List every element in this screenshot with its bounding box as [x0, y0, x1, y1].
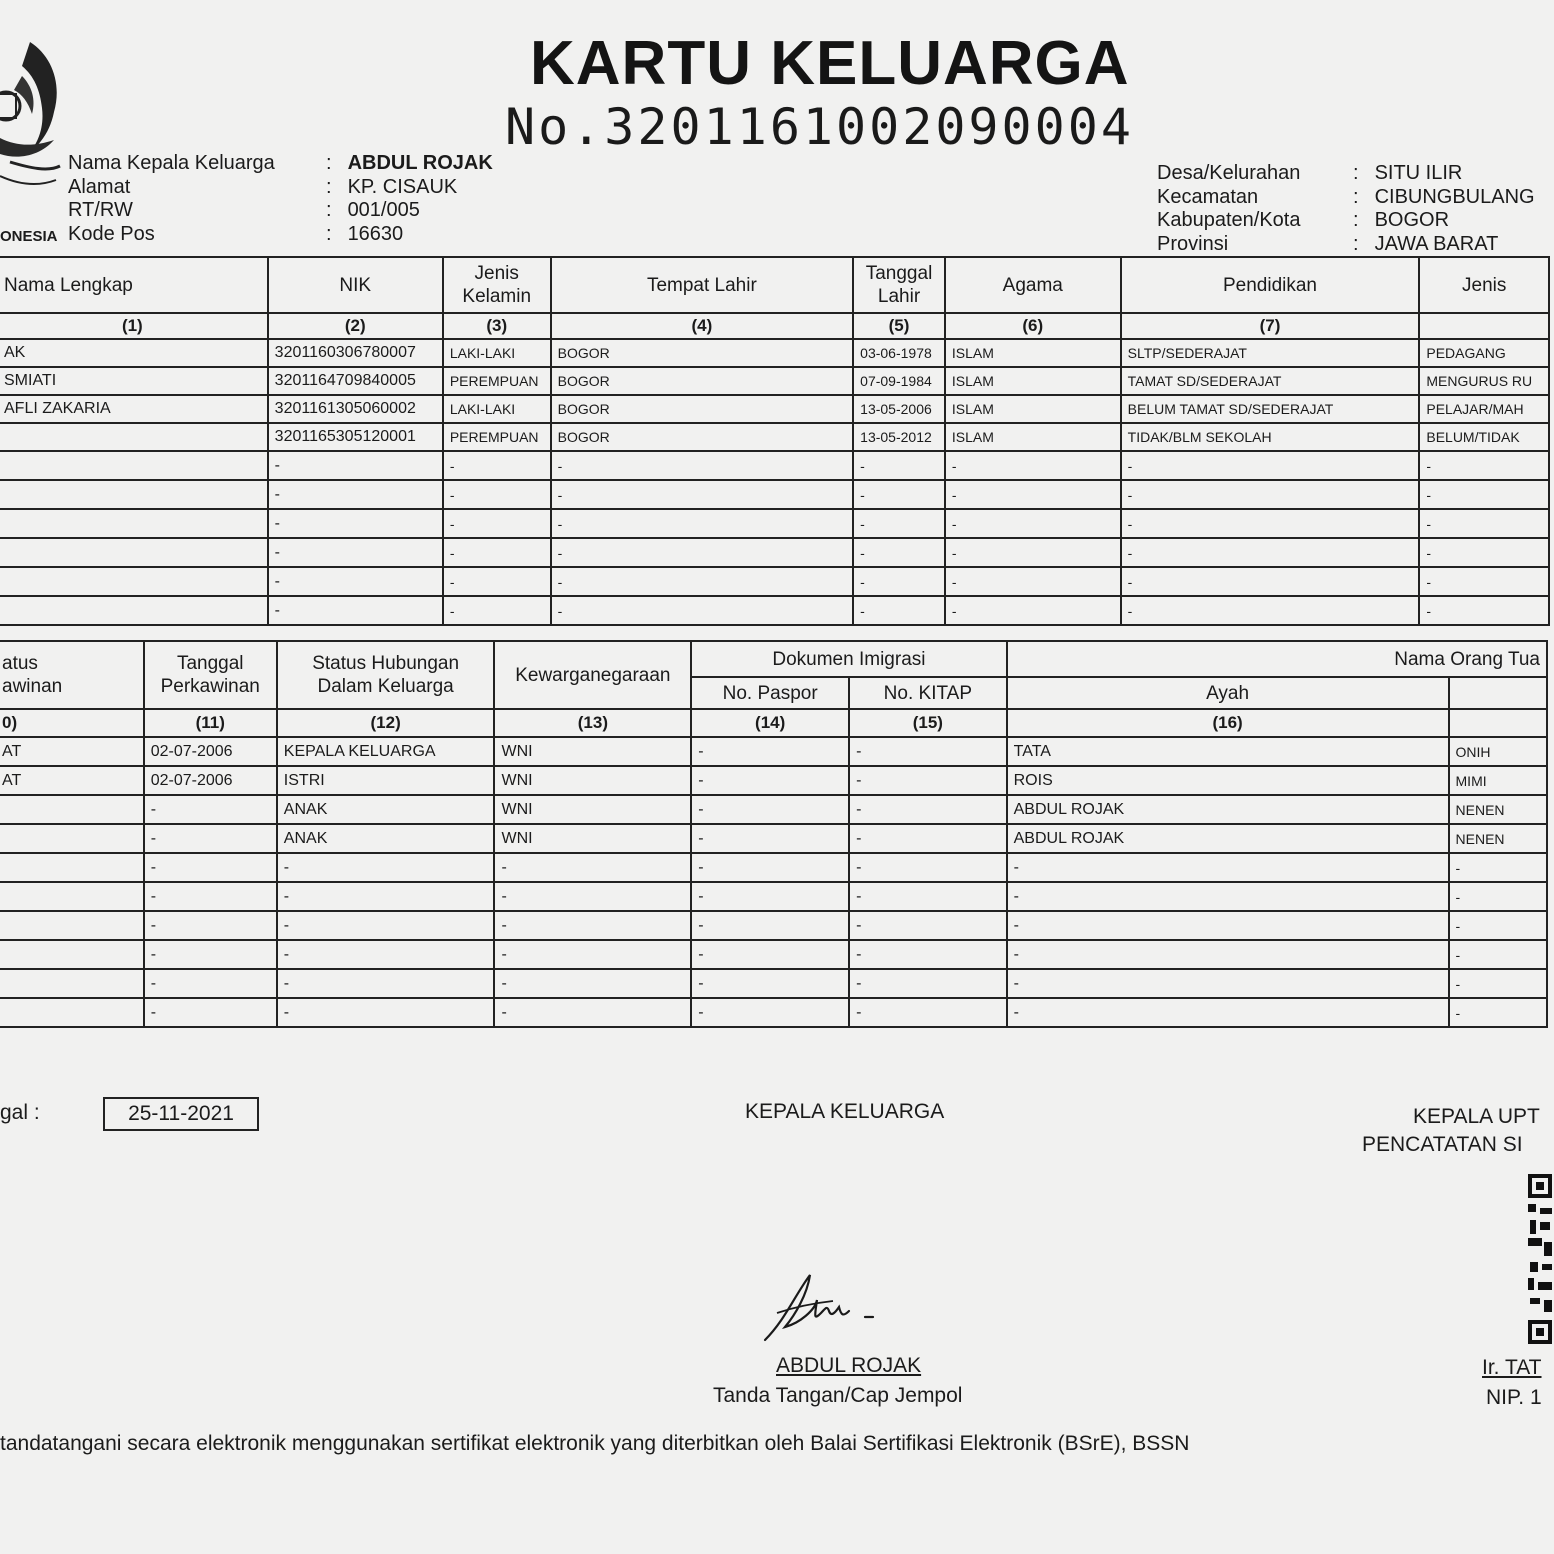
table-cell: -: [494, 998, 691, 1027]
emblem-caption: ONESIA: [0, 228, 58, 245]
col-number: 0): [0, 709, 144, 737]
table-cell: -: [691, 853, 849, 882]
table-cell: [0, 882, 144, 911]
col-header-nik: NIK: [268, 257, 443, 313]
table-cell: MIMI: [1449, 766, 1547, 795]
table-cell: -: [853, 538, 945, 567]
header-colon: :: [326, 199, 332, 221]
status-number-row: [0, 709, 1547, 737]
table-cell: -: [849, 882, 1007, 911]
table-cell: -: [144, 795, 277, 824]
table-row: [0, 423, 1549, 451]
table-cell: -: [691, 824, 849, 853]
table-cell: -: [849, 969, 1007, 998]
status-header-row-1: [0, 641, 1547, 677]
header-colon: :: [1353, 209, 1359, 231]
table-cell: -: [277, 940, 495, 969]
table-cell: -: [144, 824, 277, 853]
table-cell: -: [277, 911, 495, 940]
table-cell: -: [1419, 509, 1549, 538]
table-cell: [0, 969, 144, 998]
col-number: (16): [1007, 709, 1449, 737]
table-cell: -: [494, 940, 691, 969]
document-number: No.3201161002090004: [505, 98, 1134, 156]
col-number: (14): [691, 709, 849, 737]
table-cell: -: [1121, 480, 1420, 509]
table-cell: NENEN: [1449, 824, 1547, 853]
table-row: [0, 969, 1547, 998]
table-cell: -: [268, 509, 443, 538]
tanggal-value-box: 25-11-2021: [103, 1097, 259, 1131]
electronic-signature-note: tandatangani secara elektronik menggunakan sertifikat elektronik yang diterbitkan oleh Balai Sertifikasi Elektronik (BSrE), BSSN: [0, 1432, 1190, 1455]
table-cell: LAKI-LAKI: [443, 395, 551, 423]
table-cell: -: [1449, 911, 1547, 940]
col-header-paspor: No. Paspor: [691, 677, 849, 709]
col-header-ayah: Ayah: [1007, 677, 1449, 709]
table-row: [0, 567, 1549, 596]
table-cell: -: [1449, 882, 1547, 911]
table-cell: -: [494, 853, 691, 882]
header-value: ABDUL ROJAK: [347, 152, 493, 174]
table-cell: 3201160306780007: [268, 339, 443, 367]
header-colon: :: [326, 175, 332, 198]
garuda-emblem-icon: [0, 36, 70, 206]
table-cell: MENGURUS RU: [1419, 367, 1549, 395]
table-cell: -: [691, 737, 849, 766]
members-body: [0, 339, 1549, 625]
table-cell: -: [1419, 567, 1549, 596]
header-label: Nama Kepala Keluarga: [68, 152, 275, 174]
table-cell: -: [551, 596, 854, 625]
header-row-alamat: [68, 176, 493, 200]
col-header-agama: Agama: [945, 257, 1121, 313]
table-cell: WNI: [494, 824, 691, 853]
signature-image: [755, 1265, 905, 1345]
col-header-tanggal-lahir: Tanggal Lahir: [853, 257, 945, 313]
table-cell: ANAK: [277, 795, 495, 824]
members-table: [0, 256, 1550, 626]
table-cell: -: [1007, 882, 1449, 911]
table-cell: -: [849, 940, 1007, 969]
table-cell: -: [853, 480, 945, 509]
official-nip: NIP. 1: [1486, 1386, 1542, 1409]
table-row: [0, 480, 1549, 509]
header-row-kabupaten: [1157, 209, 1535, 233]
table-cell: BOGOR: [551, 395, 854, 423]
col-header-ibu: [1449, 677, 1547, 709]
table-cell: ONIH: [1449, 737, 1547, 766]
table-cell: -: [1419, 596, 1549, 625]
col-number: (15): [849, 709, 1007, 737]
table-cell: 13-05-2012: [853, 423, 945, 451]
table-cell: -: [268, 567, 443, 596]
table-cell: [0, 423, 268, 451]
table-cell: -: [443, 596, 551, 625]
table-row: [0, 395, 1549, 423]
table-cell: -: [1121, 451, 1420, 480]
table-cell: -: [849, 766, 1007, 795]
table-cell: -: [691, 969, 849, 998]
table-cell: -: [691, 766, 849, 795]
header-colon: :: [1353, 232, 1359, 255]
col-number: (12): [277, 709, 495, 737]
kepala-keluarga-name: ABDUL ROJAK: [776, 1354, 922, 1377]
table-cell: ISLAM: [945, 339, 1121, 367]
table-cell: ISLAM: [945, 395, 1121, 423]
table-cell: -: [144, 940, 277, 969]
table-cell: 3201161305060002: [268, 395, 443, 423]
members-number-row: [0, 313, 1549, 339]
table-cell: -: [1449, 969, 1547, 998]
table-cell: AT: [0, 737, 144, 766]
header-colon: :: [1353, 162, 1359, 184]
table-cell: TIDAK/BLM SEKOLAH: [1121, 423, 1420, 451]
table-cell: -: [1007, 998, 1449, 1027]
col-number: (3): [443, 313, 551, 339]
table-cell: ROIS: [1007, 766, 1449, 795]
col-header-nama-orang-tua: Nama Orang Tua: [1007, 641, 1547, 677]
table-cell: -: [1419, 480, 1549, 509]
qr-code-icon: [1524, 1172, 1554, 1348]
header-row-kodepos: [68, 223, 493, 247]
table-cell: AFLI ZAKARIA: [0, 395, 268, 423]
table-cell: -: [277, 998, 495, 1027]
table-cell: WNI: [494, 737, 691, 766]
header-value: BOGOR: [1374, 209, 1450, 231]
header-label: Kabupaten/Kota: [1157, 209, 1301, 231]
table-cell: -: [691, 998, 849, 1027]
table-cell: -: [1007, 853, 1449, 882]
table-cell: [0, 451, 268, 480]
table-cell: -: [945, 451, 1121, 480]
signature-caption: Tanda Tangan/Cap Jempol: [713, 1384, 963, 1407]
table-row: [0, 596, 1549, 625]
table-cell: -: [1121, 567, 1420, 596]
table-cell: -: [1121, 596, 1420, 625]
table-row: [0, 824, 1547, 853]
table-cell: PEDAGANG: [1419, 339, 1549, 367]
table-cell: [0, 853, 144, 882]
header-value: JAWA BARAT: [1374, 232, 1499, 255]
table-cell: -: [945, 538, 1121, 567]
table-cell: -: [268, 480, 443, 509]
table-cell: -: [853, 509, 945, 538]
table-row: [0, 998, 1547, 1027]
table-cell: BELUM TAMAT SD/SEDERAJAT: [1121, 395, 1420, 423]
table-cell: 02-07-2006: [144, 737, 277, 766]
table-cell: -: [277, 853, 495, 882]
header-value: 16630: [347, 222, 404, 245]
table-row: [0, 509, 1549, 538]
table-cell: AT: [0, 766, 144, 795]
table-row: [0, 451, 1549, 480]
col-number: (5): [853, 313, 945, 339]
table-cell: [0, 538, 268, 567]
table-cell: -: [849, 998, 1007, 1027]
col-header-nama: Nama Lengkap: [0, 257, 268, 313]
table-row: [0, 853, 1547, 882]
table-cell: -: [268, 596, 443, 625]
table-cell: [0, 509, 268, 538]
table-cell: PEREMPUAN: [443, 423, 551, 451]
col-header-kewarganegaraan: Kewarganegaraan: [494, 641, 691, 709]
table-cell: -: [494, 882, 691, 911]
status-body: [0, 737, 1547, 1027]
table-cell: -: [1007, 969, 1449, 998]
table-cell: -: [1121, 538, 1420, 567]
table-cell: -: [853, 451, 945, 480]
table-cell: -: [551, 480, 854, 509]
table-cell: 13-05-2006: [853, 395, 945, 423]
table-cell: -: [1449, 940, 1547, 969]
header-label: Kode Pos: [68, 222, 155, 245]
kepala-keluarga-label: KEPALA KELUARGA: [745, 1100, 945, 1123]
col-number: (2): [268, 313, 443, 339]
col-header-jenis-kelamin: Jenis Kelamin: [443, 257, 551, 313]
table-cell: -: [494, 911, 691, 940]
table-cell: ANAK: [277, 824, 495, 853]
col-number: [1419, 313, 1549, 339]
header-label: Alamat: [68, 175, 131, 198]
table-cell: PELAJAR/MAH: [1419, 395, 1549, 423]
table-cell: -: [551, 538, 854, 567]
header-left: [68, 152, 493, 246]
official-name: Ir. TAT: [1482, 1356, 1542, 1379]
col-number: (1): [0, 313, 268, 339]
table-cell: BOGOR: [551, 339, 854, 367]
table-cell: -: [849, 795, 1007, 824]
table-cell: -: [551, 567, 854, 596]
table-cell: -: [277, 882, 495, 911]
table-cell: AK: [0, 339, 268, 367]
table-cell: -: [443, 480, 551, 509]
table-cell: -: [945, 596, 1121, 625]
table-cell: [0, 795, 144, 824]
table-cell: [0, 911, 144, 940]
table-cell: -: [494, 969, 691, 998]
table-cell: 3201164709840005: [268, 367, 443, 395]
col-number: (7): [1121, 313, 1420, 339]
table-cell: BOGOR: [551, 423, 854, 451]
table-cell: -: [849, 853, 1007, 882]
table-cell: TAMAT SD/SEDERAJAT: [1121, 367, 1420, 395]
table-cell: BOGOR: [551, 367, 854, 395]
table-cell: -: [849, 737, 1007, 766]
table-cell: ISTRI: [277, 766, 495, 795]
table-cell: BELUM/TIDAK: [1419, 423, 1549, 451]
table-cell: SMIATI: [0, 367, 268, 395]
table-cell: [0, 480, 268, 509]
col-number: (13): [494, 709, 691, 737]
table-cell: -: [1449, 853, 1547, 882]
header-value: KP. CISAUK: [347, 175, 458, 198]
table-cell: ABDUL ROJAK: [1007, 795, 1449, 824]
header-colon: :: [326, 222, 332, 245]
table-row: [0, 882, 1547, 911]
table-cell: SLTP/SEDERAJAT: [1121, 339, 1420, 367]
table-cell: NENEN: [1449, 795, 1547, 824]
table-cell: ISLAM: [945, 367, 1121, 395]
col-header-tempat-lahir: Tempat Lahir: [551, 257, 854, 313]
header-value: SITU ILIR: [1374, 162, 1463, 184]
table-cell: -: [443, 509, 551, 538]
table-cell: -: [853, 596, 945, 625]
table-cell: -: [1419, 451, 1549, 480]
table-cell: -: [144, 969, 277, 998]
header-row-desa: [1157, 162, 1535, 186]
table-cell: -: [691, 911, 849, 940]
status-table: [0, 640, 1548, 1028]
table-cell: [0, 596, 268, 625]
header-value: 001/005: [347, 199, 420, 221]
table-cell: -: [849, 824, 1007, 853]
col-header-jenis: Jenis: [1419, 257, 1549, 313]
table-row: [0, 940, 1547, 969]
header-right: [1157, 162, 1535, 256]
table-cell: -: [691, 940, 849, 969]
document-title: KARTU KELUARGA: [530, 29, 1130, 98]
table-row: [0, 737, 1547, 766]
table-row: [0, 911, 1547, 940]
table-cell: WNI: [494, 766, 691, 795]
header-label: Kecamatan: [1157, 185, 1259, 208]
header-colon: :: [1353, 185, 1359, 208]
table-cell: LAKI-LAKI: [443, 339, 551, 367]
table-cell: -: [849, 911, 1007, 940]
header-row-provinsi: [1157, 233, 1535, 257]
table-cell: -: [268, 451, 443, 480]
table-row: [0, 538, 1549, 567]
table-cell: -: [1007, 911, 1449, 940]
table-cell: -: [551, 509, 854, 538]
table-cell: ABDUL ROJAK: [1007, 824, 1449, 853]
tanggal-label: gal :: [0, 1101, 40, 1124]
table-cell: 03-06-1978: [853, 339, 945, 367]
table-cell: TATA: [1007, 737, 1449, 766]
table-cell: -: [1449, 998, 1547, 1027]
col-number: (11): [144, 709, 277, 737]
col-number: [1449, 709, 1547, 737]
col-header-kitap: No. KITAP: [849, 677, 1007, 709]
table-cell: WNI: [494, 795, 691, 824]
table-cell: [0, 998, 144, 1027]
table-cell: -: [945, 509, 1121, 538]
col-number: (4): [551, 313, 854, 339]
table-cell: [0, 824, 144, 853]
table-cell: -: [853, 567, 945, 596]
table-cell: -: [144, 882, 277, 911]
table-cell: -: [945, 480, 1121, 509]
table-cell: -: [268, 538, 443, 567]
table-cell: PEREMPUAN: [443, 367, 551, 395]
table-cell: -: [144, 911, 277, 940]
table-cell: 02-07-2006: [144, 766, 277, 795]
table-cell: -: [1121, 509, 1420, 538]
table-cell: -: [443, 451, 551, 480]
table-cell: ISLAM: [945, 423, 1121, 451]
table-row: [0, 339, 1549, 367]
col-header-dokumen-imigrasi: Dokumen Imigrasi: [691, 641, 1006, 677]
table-cell: [0, 567, 268, 596]
col-header-status: atus awinan: [0, 641, 144, 709]
col-number: (6): [945, 313, 1121, 339]
header-colon: :: [326, 152, 332, 174]
table-cell: 07-09-1984: [853, 367, 945, 395]
table-row: [0, 795, 1547, 824]
upt-title-line1: KEPALA UPT: [1413, 1105, 1540, 1128]
table-cell: -: [443, 538, 551, 567]
upt-title-line2: PENCATATAN SI: [1362, 1133, 1523, 1156]
table-cell: -: [945, 567, 1121, 596]
col-header-tanggal-perkawinan: Tanggal Perkawinan: [144, 641, 277, 709]
table-cell: 3201165305120001: [268, 423, 443, 451]
header-label: RT/RW: [68, 199, 133, 221]
table-cell: -: [443, 567, 551, 596]
header-row-rtrw: [68, 199, 493, 223]
header-row-kepala: [68, 152, 493, 176]
col-header-pendidikan: Pendidikan: [1121, 257, 1420, 313]
table-cell: -: [551, 451, 854, 480]
col-header-hubungan: Status Hubungan Dalam Keluarga: [277, 641, 495, 709]
table-cell: [0, 940, 144, 969]
table-row: [0, 766, 1547, 795]
table-cell: -: [691, 795, 849, 824]
header-row-kecamatan: [1157, 186, 1535, 210]
table-cell: KEPALA KELUARGA: [277, 737, 495, 766]
header-value: CIBUNGBULANG: [1374, 185, 1535, 208]
header-label: Desa/Kelurahan: [1157, 162, 1301, 184]
table-cell: -: [1419, 538, 1549, 567]
table-cell: -: [144, 998, 277, 1027]
table-row: [0, 367, 1549, 395]
table-cell: -: [691, 882, 849, 911]
table-cell: -: [144, 853, 277, 882]
members-header-row: [0, 257, 1549, 313]
table-cell: -: [277, 969, 495, 998]
header-label: Provinsi: [1157, 232, 1229, 255]
table-cell: -: [1007, 940, 1449, 969]
